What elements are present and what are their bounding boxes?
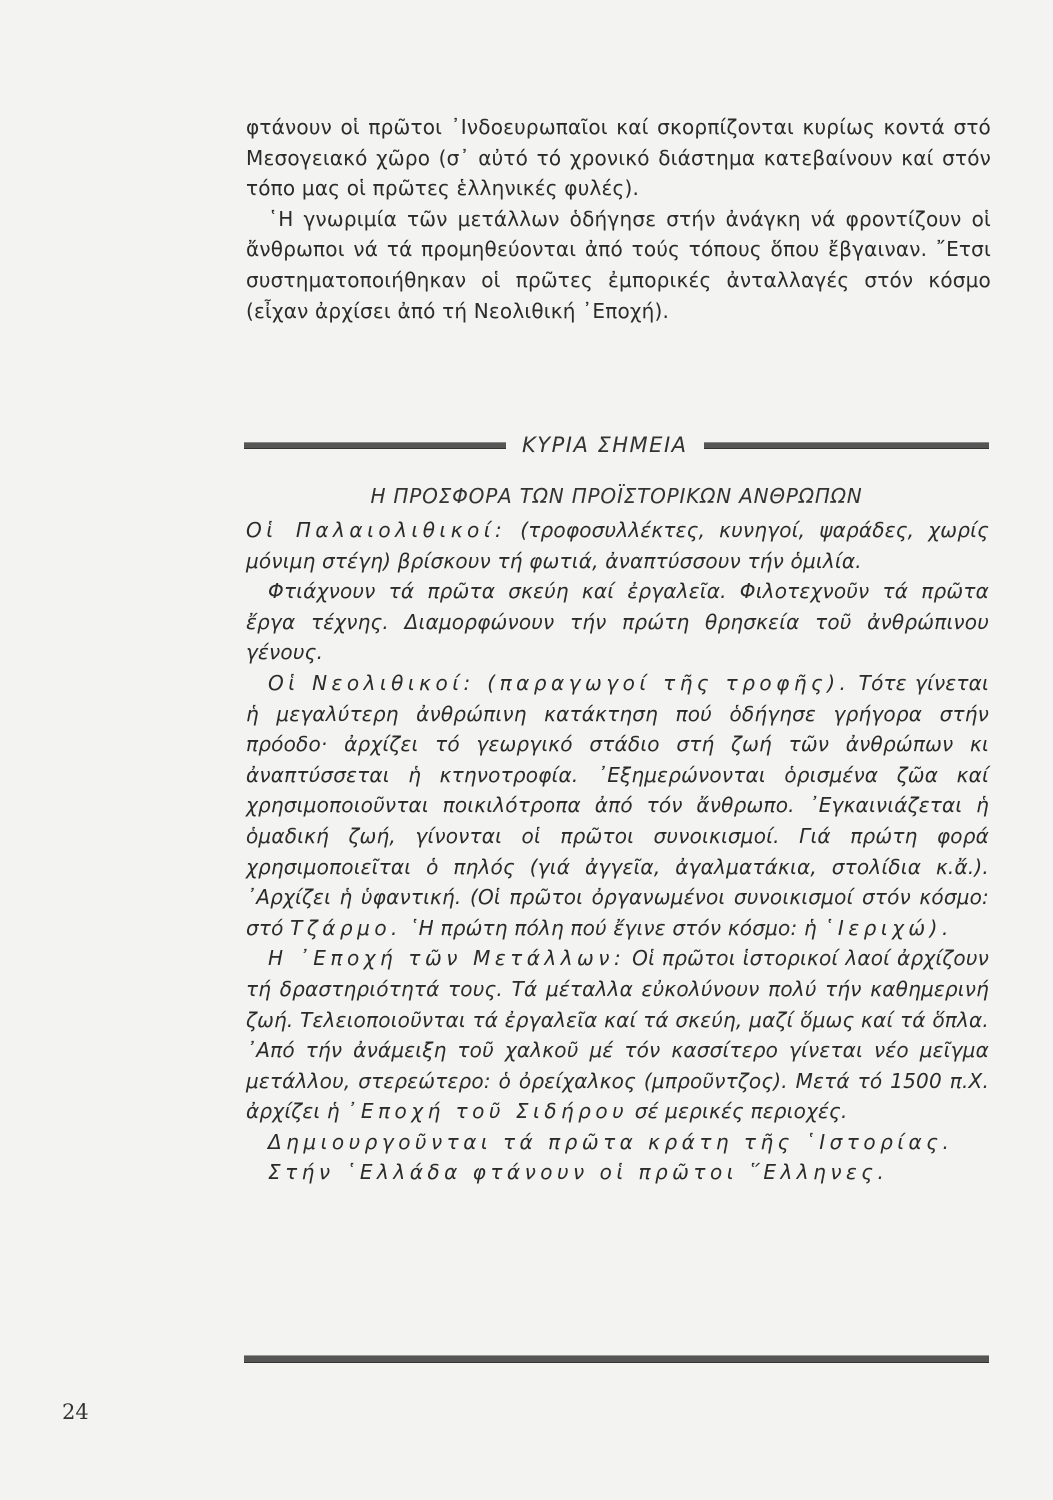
neolithic-text-a: Τότε γίνεται ἡ μεγαλύτερη ἀνθρώπινη κατάκτηση πού ὁδήγησε γρήγορα στήν πρόοδο· ἀρχίζει τό γεωργικό στάδιο στή ζωή τῶν ἀνθρώπων κι ἀναπτύσσεται ἡ κτηνοτροφία. ᾿Εξημερώνονται ὁρισμένα ζῶα καί χρησιμοποιοῦνται ποικιλότροπα ἀπό τόν ἄνθρωπο. ᾿Εγκαινιάζεται ἡ ὁμαδική ζωή, γίνονται οἱ πρῶτοι συνοικισμοί. Γιά πρώτη φορά χρησιμοποιεῖται ὁ πηλός (γιά ἀγγεῖα, ἀγαλματάκια, στολίδια κ.ἄ.). ᾿Αρχίζει ἡ ὑφαντική. (Οἱ πρῶτοι ὀργανωμένοι συνοικισμοί στόν κόσμο: στό bbox=[246, 670, 989, 940]
key-points-title: ΚΥΡΙΑ ΣΗΜΕΙΑ bbox=[522, 433, 688, 457]
first-greeks-paragraph: Στήν ῾Ελλάδα φτάνουν οἱ πρῶτοι ῞Ελληνες. bbox=[268, 1160, 889, 1185]
jericho-term: ῾Ιεριχώ). bbox=[823, 915, 953, 940]
header-rule-left bbox=[244, 442, 506, 449]
neolithic-term: Οἱ Νεολιθικοί: (παραγωγοί τῆς τροφῆς). bbox=[268, 670, 851, 695]
neolithic-paragraph bbox=[246, 668, 989, 943]
paleolithic-text: (τροφοσυλλέκτες, κυνηγοί, ψαράδες, χωρίς μόνιμη στέγη) βρίσκουν τή φωτιά, ἀναπτύσσουν τήν ὁμιλία. bbox=[246, 518, 990, 573]
page-number: 24 bbox=[62, 1400, 89, 1424]
key-points-header bbox=[244, 430, 989, 460]
paleolithic-paragraph-2: Φτιάχνουν τά πρῶτα σκεύη καί ἐργαλεῖα. Φιλοτεχνοῦν τά πρῶτα ἔργα τέχνης. Διαμορφώνουν τήν πρώτη θρησκεία τοῦ ἀνθρώπινου γένους. bbox=[246, 579, 989, 665]
intro-paragraph-2: ῾Η γνωριμία τῶν μετάλλων ὁδήγησε στήν ἀνάγκη νά φροντίζουν οἱ ἄνθρωποι νά τά προμηθεύονται ἀπό τούς τόπους ὅπου ἔβγαιναν. ῎Ετσι συστηματοποιήθηκαν οἱ πρῶτες ἐμπορικές ἀνταλλαγές στόν κόσμο (εἶχαν ἀρχίσει ἀπό τή Νεολιθική ᾿Εποχή). bbox=[246, 206, 991, 323]
metals-text-a: Οἱ πρῶτοι ἱστορικοί λαοί ἀρχίζουν τή δραστηριότητά τους. Τά μέταλλα εὐκολύνουν πολύ τήν καθημερινή ζωή. Τελειοποιοῦνται τά ἐργαλεῖα καί τά σκεύη, μαζί ὅμως καί τά ὅπλα. ᾿Από τήν ἀνάμειξη τοῦ χαλκοῦ μέ τόν κασσίτερο γίνεται νέο μεῖγμα μετάλλου, στερεώτερο: ὁ ὀρείχαλκος (μπροῦντζος). Μετά τό 1500 π.Χ. ἀρχίζει ἡ bbox=[246, 946, 990, 1124]
paleolithic-term: Οἱ Παλαιολιθικοί: bbox=[246, 518, 507, 542]
key-points-body bbox=[246, 515, 989, 1188]
metals-age-term: Η ᾿Εποχή τῶν Μετάλλων: bbox=[268, 946, 626, 971]
metals-text-b: σέ μερικές περιοχές. bbox=[628, 1099, 848, 1124]
key-points-subtitle: Η ΠΡΟΣΦΟΡΑ ΤΩΝ ΠΡΟΪΣΤΟΡΙΚΩΝ ΑΝΘΡΩΠΩΝ bbox=[370, 484, 863, 508]
intro-paragraph-1: φτάνουν οἱ πρῶτοι ᾿Ινδοευρωπαῖοι καί σκορπίζονται κυρίως κοντά στό Μεσογειακό χῶρο (σ᾿ αὐτό τό χρονικό διάστημα κατεβαίνουν καί στόν τόπο μας οἱ πρῶτες ἑλληνικές φυλές). bbox=[246, 115, 991, 201]
paleolithic-paragraph bbox=[246, 515, 989, 576]
jarmo-term: Τζάρμο. bbox=[290, 915, 402, 940]
first-states-paragraph: Δημιουργοῦνται τά πρῶτα κράτη τῆς ῾Ιστορίας. bbox=[268, 1129, 954, 1154]
header-rule-right bbox=[704, 442, 989, 449]
iron-age-term: ᾿Εποχή τοῦ Σιδήρου bbox=[346, 1099, 629, 1124]
key-points-bottom-rule bbox=[244, 1355, 989, 1363]
neolithic-text-b: ῾Η πρώτη πόλη πού ἔγινε στόν κόσμο: ἡ bbox=[401, 915, 824, 940]
metals-paragraph bbox=[246, 943, 989, 1127]
intro-text bbox=[246, 112, 991, 326]
